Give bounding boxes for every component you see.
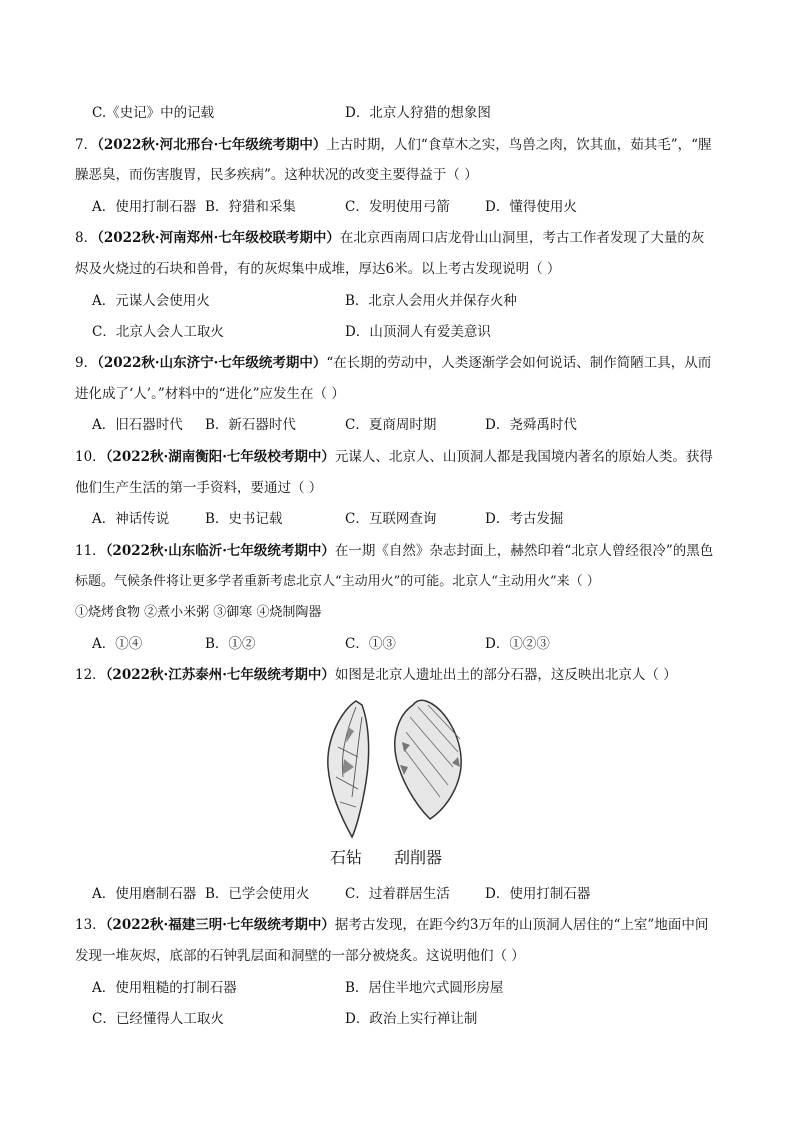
question-11-items: ①烧烤食物 ②煮小米粥 ③御寒 ④烧制陶器 bbox=[75, 605, 322, 620]
scraper-icon bbox=[395, 700, 461, 819]
question-9 bbox=[75, 351, 711, 371]
question-9-line2: 进化成了‘人’。”材料中的“进化”应发生在（ ） bbox=[75, 386, 345, 402]
question-10-line2: 他们生产生活的第一手资料，要通过（ ） bbox=[75, 480, 323, 496]
option-a: A．神话传说 bbox=[92, 511, 170, 527]
question-number: 7． bbox=[75, 137, 98, 153]
option-a: A．使用打制石器 bbox=[92, 199, 197, 215]
option-c: C．过着群居生活 bbox=[345, 886, 450, 902]
stone-drill-icon bbox=[328, 701, 369, 837]
option-c: C．夏商周时期 bbox=[345, 417, 437, 433]
question-text: 在北京西南周口店龙骨山山洞里，考古工作者发现了大量的灰 bbox=[339, 230, 705, 246]
option-d: D．使用打制石器 bbox=[485, 886, 591, 902]
option-c: C．已经懂得人工取火 bbox=[92, 1011, 224, 1027]
option-c: C．发明使用弓箭 bbox=[345, 199, 450, 215]
question-source: （2022秋·湖南衡阳·七年级校考期中） bbox=[105, 449, 335, 465]
option-c: C．北京人会人工取火 bbox=[92, 324, 224, 340]
image-label-drill: 石钻 bbox=[330, 848, 363, 867]
question-text: 上古时期，人们“食草木之实，鸟兽之肉，饮其血，茹其毛”，“腥 bbox=[326, 137, 712, 153]
option-d: D．懂得使用火 bbox=[485, 199, 577, 215]
question-number: 9． bbox=[75, 355, 98, 371]
question-source: （2022秋·福建三明·七年级统考期中） bbox=[105, 917, 335, 933]
option-b: B．狩猎和采集 bbox=[205, 199, 296, 215]
option-a: A．旧石器时代 bbox=[92, 417, 183, 433]
option-b: B．史书记载 bbox=[205, 511, 283, 527]
option-c: C.《史记》中的记载 bbox=[92, 105, 215, 121]
option-c: C．互联网查询 bbox=[345, 511, 437, 527]
image-label-scraper: 刮削器 bbox=[394, 848, 443, 867]
question-13-line2: 发现一堆灰烬，底部的石钟乳层面和洞壁的一部分被烧炙。这说明他们（ ） bbox=[75, 948, 525, 964]
question-number: 11． bbox=[75, 543, 106, 559]
question-8 bbox=[75, 226, 704, 246]
question-source: （2022秋·山东临沂·七年级统考期中） bbox=[105, 543, 335, 559]
option-a: A．①④ bbox=[92, 636, 143, 652]
question-8-line2: 烬及火烧过的石块和兽骨，有的灰烬集中成堆，厚达6米。以上考古发现说明（ ） bbox=[75, 261, 561, 277]
option-c: C．①③ bbox=[345, 636, 396, 652]
question-text: 元谋人、北京人、山顶洞人都是我国境内著名的原始人类。获得 bbox=[334, 449, 713, 465]
option-d: D．考古发掘 bbox=[485, 511, 564, 527]
question-11-line2: 标题。气候条件将让更多学者重新考虑北京人“主动用火”的可能。北京人“主动用火”来（ ） bbox=[75, 574, 600, 589]
question-source: （2022秋·江苏泰州·七年级统考期中） bbox=[105, 667, 335, 683]
option-d: D．北京人狩猎的想象图 bbox=[345, 105, 491, 121]
option-b: B．①② bbox=[205, 636, 256, 652]
question-10 bbox=[75, 445, 713, 465]
option-a: A．使用磨制石器 bbox=[92, 886, 197, 902]
option-b: B．新石器时代 bbox=[205, 417, 296, 433]
option-d: D．尧舜禹时代 bbox=[485, 417, 577, 433]
question-7-line2: 臊恶臭，而伤害腹胃，民多疾病”。这种状况的改变主要得益于（ ） bbox=[75, 167, 478, 183]
option-a: A．元谋人会使用火 bbox=[92, 293, 210, 309]
option-b: B．居住半地穴式圆形房屋 bbox=[345, 980, 504, 996]
question-number: 13． bbox=[75, 917, 106, 933]
question-text: 据考古发现，在距今约3万年的山顶洞人居住的“上室”地面中间 bbox=[334, 917, 709, 933]
question-11 bbox=[75, 539, 713, 559]
question-number: 8． bbox=[75, 230, 98, 246]
option-d: D．政治上实行禅让制 bbox=[345, 1011, 478, 1027]
option-b: B．北京人会用火并保存火种 bbox=[345, 293, 517, 309]
question-7 bbox=[75, 133, 712, 153]
question-source: （2022秋·山东济宁·七年级统考期中） bbox=[97, 355, 327, 371]
question-13 bbox=[75, 913, 708, 933]
question-text: 如图是北京人遗址出土的部分石器，这反映出北京人（ ） bbox=[334, 667, 677, 683]
option-d: D．①②③ bbox=[485, 636, 550, 652]
option-d: D．山顶洞人有爱美意识 bbox=[345, 324, 491, 340]
question-12 bbox=[75, 663, 677, 683]
option-b: B．已学会使用火 bbox=[205, 886, 310, 902]
question-number: 10． bbox=[75, 449, 106, 465]
question-text: 在一期《自然》杂志封面上，赫然印着“北京人曾经很冷”的黑色 bbox=[334, 543, 714, 559]
question-source: （2022秋·河南郑州·七年级校联考期中） bbox=[97, 230, 340, 246]
question-number: 12． bbox=[75, 667, 106, 683]
stone-tools-image bbox=[318, 697, 478, 842]
question-text: “在长期的劳动中，人类逐渐学会如何说话、制作简陋工具，从而 bbox=[326, 355, 712, 371]
question-source: （2022秋·河北邢台·七年级统考期中） bbox=[97, 137, 327, 153]
option-a: A．使用粗糙的打制石器 bbox=[92, 980, 237, 996]
